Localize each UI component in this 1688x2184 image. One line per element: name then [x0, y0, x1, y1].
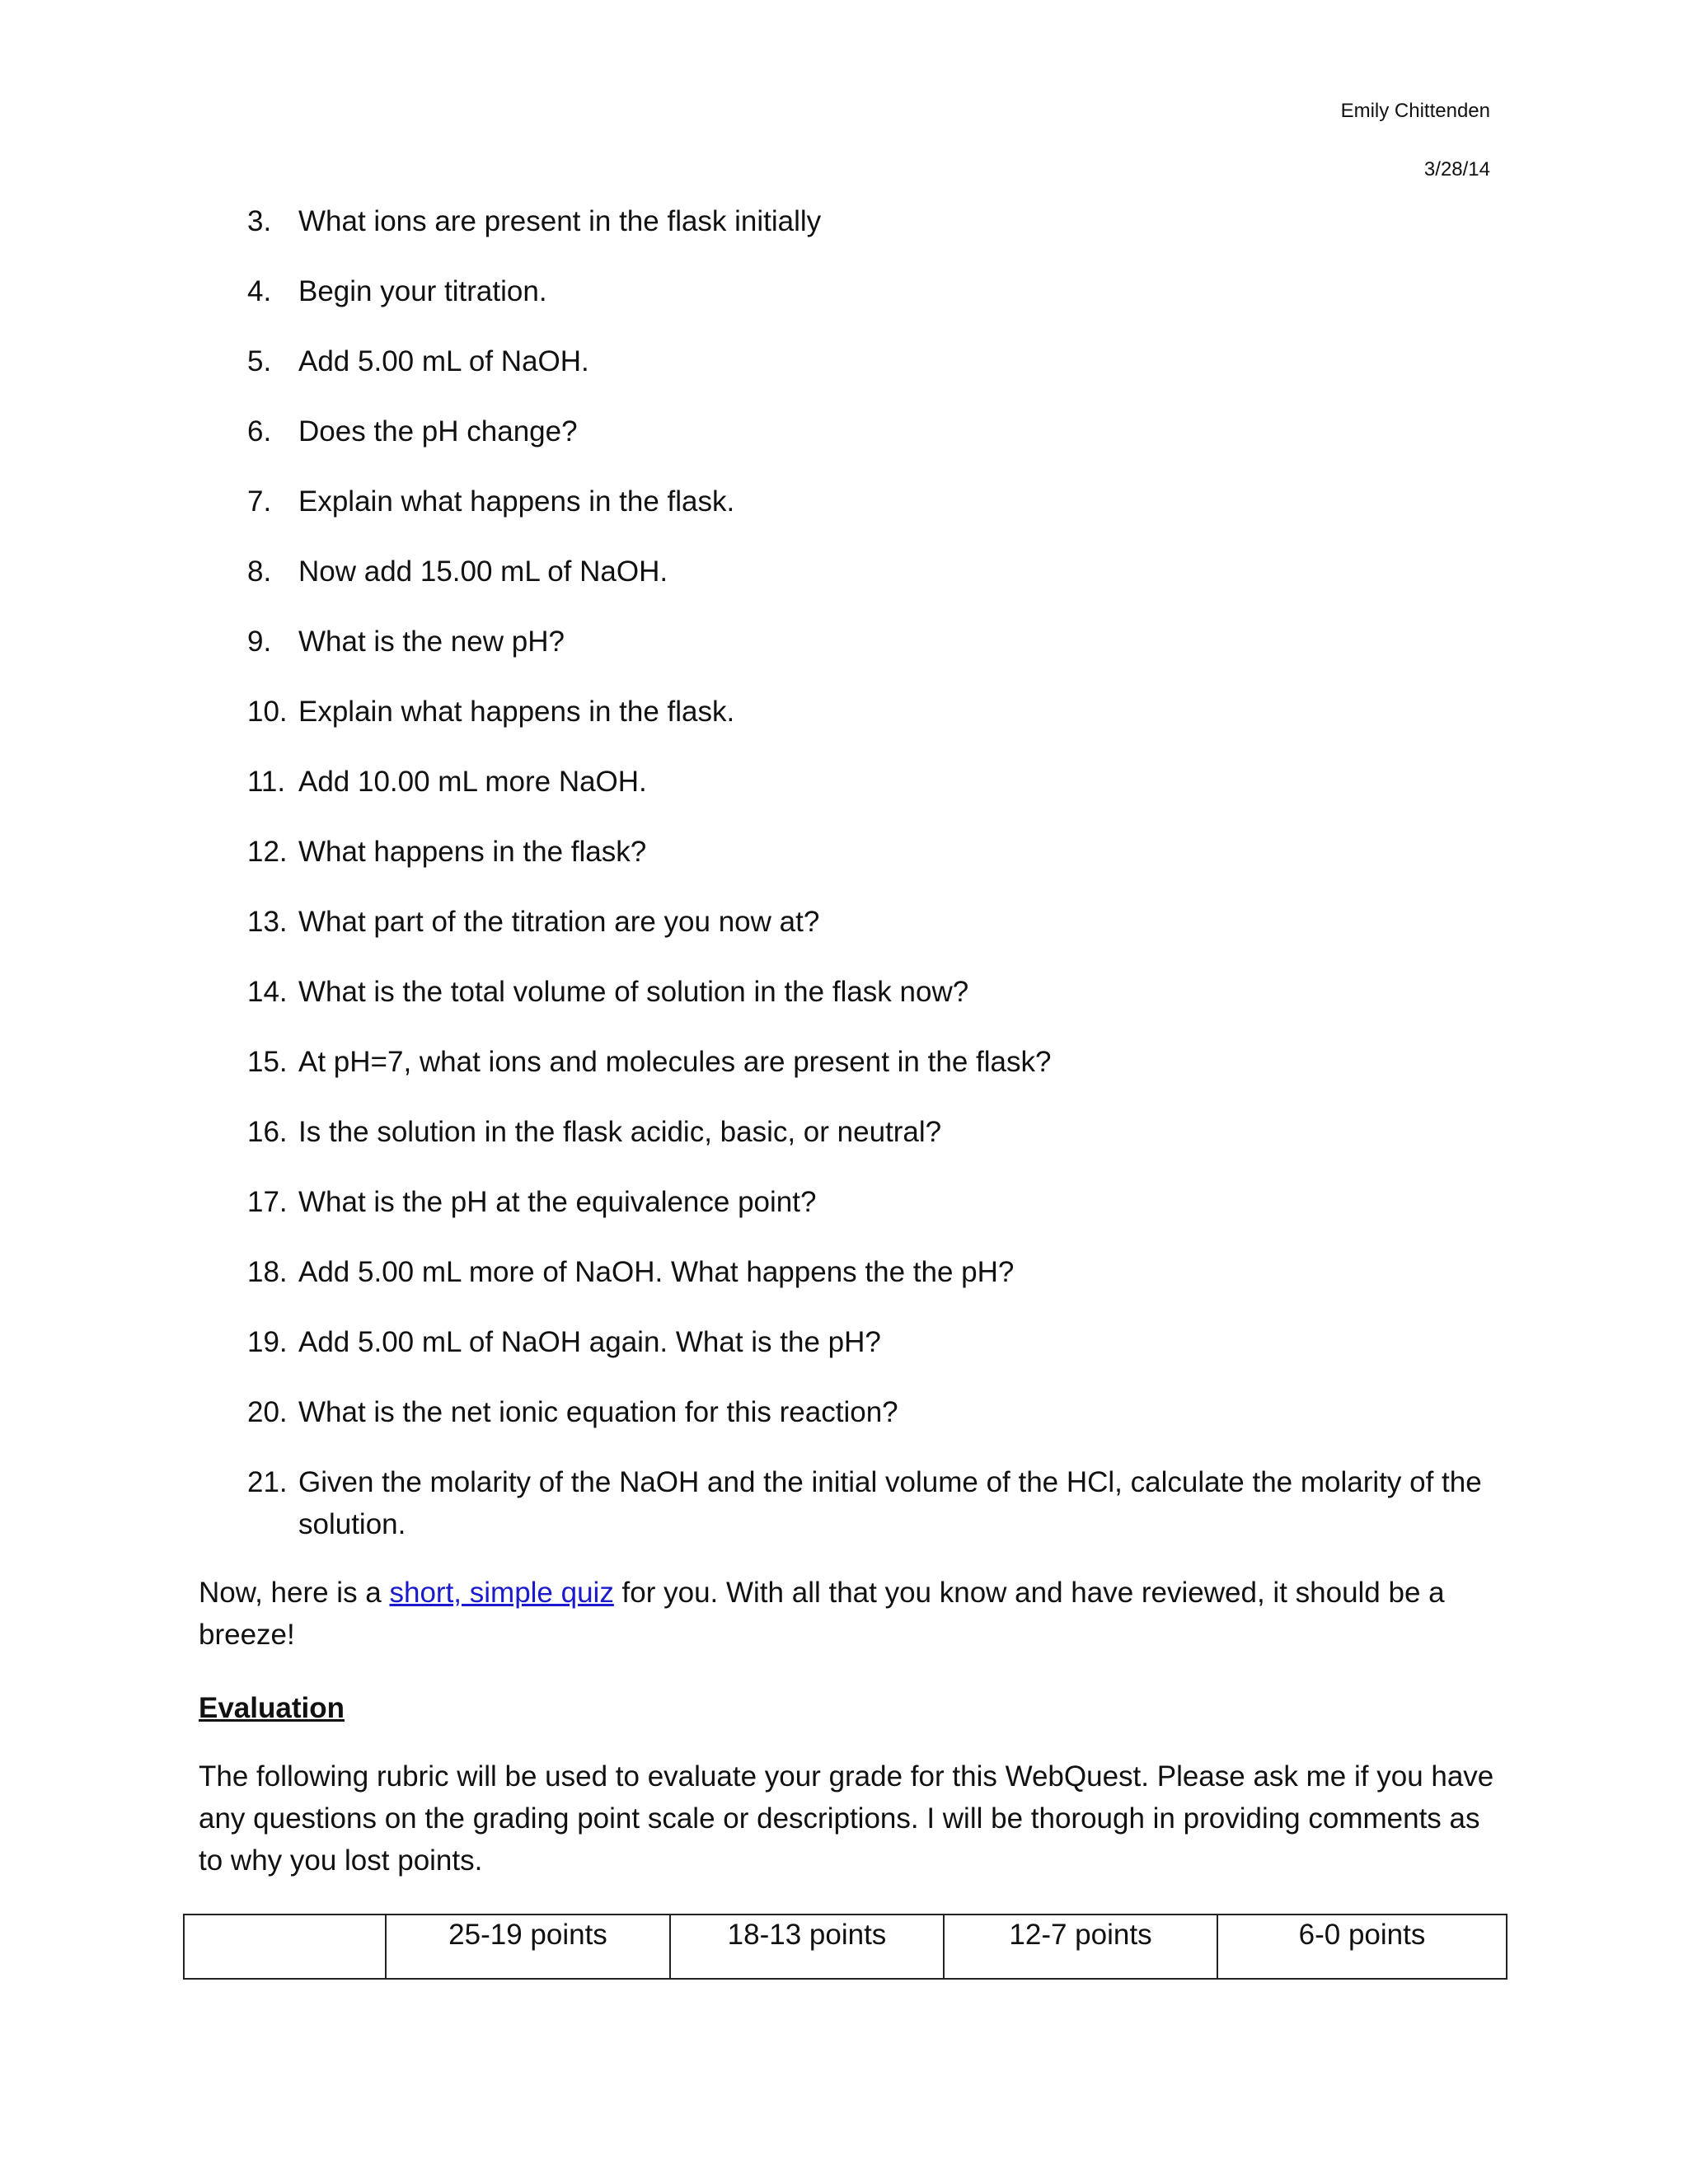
list-item-number: 13.: [247, 906, 288, 938]
list-item-text: Explain what happens in the flask.: [298, 696, 735, 728]
quiz-text-after: for you. With all that you know and have reviewed, it should be a breeze!: [199, 1577, 1445, 1651]
list-item-text: Is the solution in the flask acidic, basic, or neutral?: [298, 1116, 942, 1148]
list-item-text: Explain what happens in the flask.: [298, 485, 735, 518]
list-item: [0, 691, 1688, 733]
list-item-number: 9.: [247, 626, 272, 658]
rubric-table: [183, 1914, 1507, 1980]
list-item-text: Given the molarity of the NaOH and the initial volume of the HCl, calculate the molarity of the solution.: [298, 1466, 1482, 1540]
list-item: [0, 200, 1688, 242]
list-item: [0, 761, 1688, 803]
list-item-number: 12.: [247, 836, 288, 868]
list-item: [0, 621, 1688, 663]
list-item: [0, 901, 1688, 943]
document-date: 3/28/14: [1423, 158, 1490, 180]
list-item-number: 19.: [247, 1326, 288, 1358]
list-item-text: What is the net ionic equation for this reaction?: [298, 1396, 898, 1428]
list-item-text: At pH=7, what ions and molecules are present in the flask?: [298, 1046, 1052, 1078]
list-item: [0, 1111, 1688, 1153]
list-item-text: What part of the titration are you now at?: [298, 906, 820, 938]
author-name: Emily Chittenden: [1340, 100, 1490, 122]
quiz-paragraph: [199, 1572, 1501, 1656]
list-item-text: Add 5.00 mL of NaOH again. What is the pH?: [298, 1326, 881, 1358]
list-item-number: 20.: [247, 1396, 288, 1428]
list-item-text: Add 10.00 mL more NaOH.: [298, 766, 647, 798]
list-item-number: 11.: [247, 766, 286, 798]
list-item-text: What ions are present in the flask initially: [298, 205, 822, 237]
list-item: [0, 1041, 1688, 1083]
list-item-text: Add 5.00 mL more of NaOH. What happens the the pH?: [298, 1256, 1015, 1288]
table-row: [184, 1915, 1507, 1979]
list-item-text: What is the new pH?: [298, 626, 565, 658]
list-item: [0, 1321, 1688, 1363]
list-item: [0, 1461, 1688, 1545]
list-item-text: Now add 15.00 mL of NaOH.: [298, 555, 668, 588]
list-item: [0, 1391, 1688, 1433]
list-item: [0, 1251, 1688, 1293]
list-item: [0, 551, 1688, 593]
list-item: [0, 1181, 1688, 1223]
list-item-number: 8.: [247, 555, 272, 588]
list-item-number: 10.: [247, 696, 288, 728]
rubric-header-cell: 18-13 points: [670, 1915, 944, 1979]
list-item-number: 5.: [247, 345, 272, 377]
list-item: [0, 831, 1688, 873]
list-item-number: 4.: [247, 275, 272, 307]
rubric-header-cell: 6-0 points: [1217, 1915, 1507, 1979]
rubric-header-cell: 25-19 points: [386, 1915, 670, 1979]
list-item-number: 15.: [247, 1046, 288, 1078]
list-item-number: 6.: [247, 415, 272, 448]
list-item-number: 14.: [247, 976, 288, 1008]
evaluation-heading: Evaluation: [199, 1692, 345, 1724]
list-item-text: Begin your titration.: [298, 275, 547, 307]
list-item-number: 7.: [247, 485, 272, 518]
list-item-number: 16.: [247, 1116, 288, 1148]
quiz-text-before: Now, here is a: [199, 1577, 390, 1609]
list-item-number: 21.: [247, 1466, 288, 1498]
evaluation-paragraph: The following rubric will be used to evaluate your grade for this WebQuest. Please ask me if you have any questions on the grading point scale or descriptions. I will be thorough in providing comments as to why you lost points.: [199, 1760, 1494, 1877]
titration-steps-list: [0, 200, 1688, 1573]
list-item-number: 17.: [247, 1186, 288, 1218]
list-item-number: 18.: [247, 1256, 288, 1288]
list-item-text: Add 5.00 mL of NaOH.: [298, 345, 589, 377]
quiz-link[interactable]: short, simple quiz: [389, 1577, 614, 1609]
list-item: [0, 340, 1688, 382]
list-item-number: 3.: [247, 205, 272, 237]
list-item-text: What is the total volume of solution in the flask now?: [298, 976, 969, 1008]
list-item-text: Does the pH change?: [298, 415, 578, 448]
list-item-text: What is the pH at the equivalence point?: [298, 1186, 817, 1218]
rubric-header-cell: [184, 1915, 386, 1979]
list-item: [0, 971, 1688, 1013]
list-item: [0, 410, 1688, 452]
rubric-header-cell: 12-7 points: [944, 1915, 1217, 1979]
list-item: [0, 480, 1688, 523]
list-item-text: What happens in the flask?: [298, 836, 647, 868]
list-item: [0, 270, 1688, 312]
